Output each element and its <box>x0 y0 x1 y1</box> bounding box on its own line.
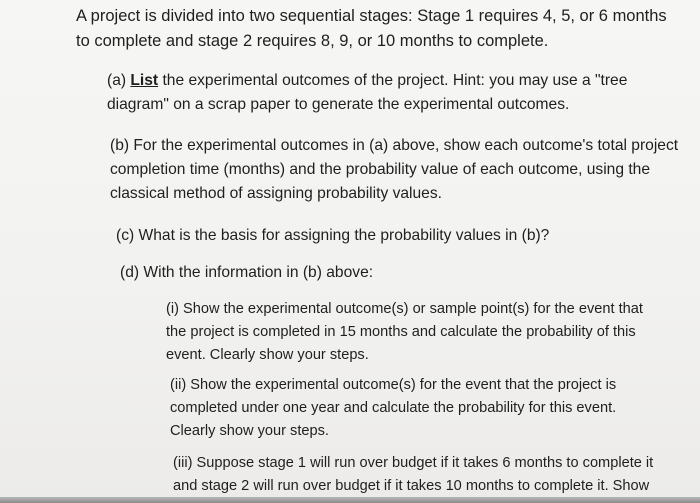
part-a-prefix: (a) <box>107 72 131 89</box>
part-d-ii: (ii) Show the experimental outcome(s) for the event that the project is completed under one year and calculate the probability for this event. Clearly show your steps. <box>170 377 617 439</box>
part-a-emphasis: List <box>130 72 159 89</box>
part-d-i: (i) Show the experimental outcome(s) or sample point(s) for the event that the project is completed in 15 months and calculate the probability of this event. Clearly show your steps. <box>166 301 643 363</box>
part-c: (c) What is the basis for assigning the probability values in (b)? <box>116 227 550 244</box>
screen-bottom-edge <box>0 497 700 503</box>
part-b: (b) For the experimental outcomes in (a) above, show each outcome's total project completion time (months) and the probability value of each outcome, using the classical method of assigning probability values. <box>110 137 679 202</box>
part-a-text: the experimental outcomes of the project. Hint: you may use a "tree diagram" on a scrap paper to generate the experimental outcomes. <box>107 72 628 113</box>
part-a <box>107 69 677 117</box>
part-d-iii: (iii) Suppose stage 1 will run over budget if it takes 6 months to complete it and stage 2 will run over budget if it takes 10 months to complete it. Show <box>173 455 654 494</box>
part-d: (d) With the information in (b) above: <box>120 264 374 281</box>
question-stem: A project is divided into two sequential stages: Stage 1 requires 4, 5, or 6 months to complete and stage 2 requires 8, 9, or 10 months to complete. <box>76 7 667 50</box>
